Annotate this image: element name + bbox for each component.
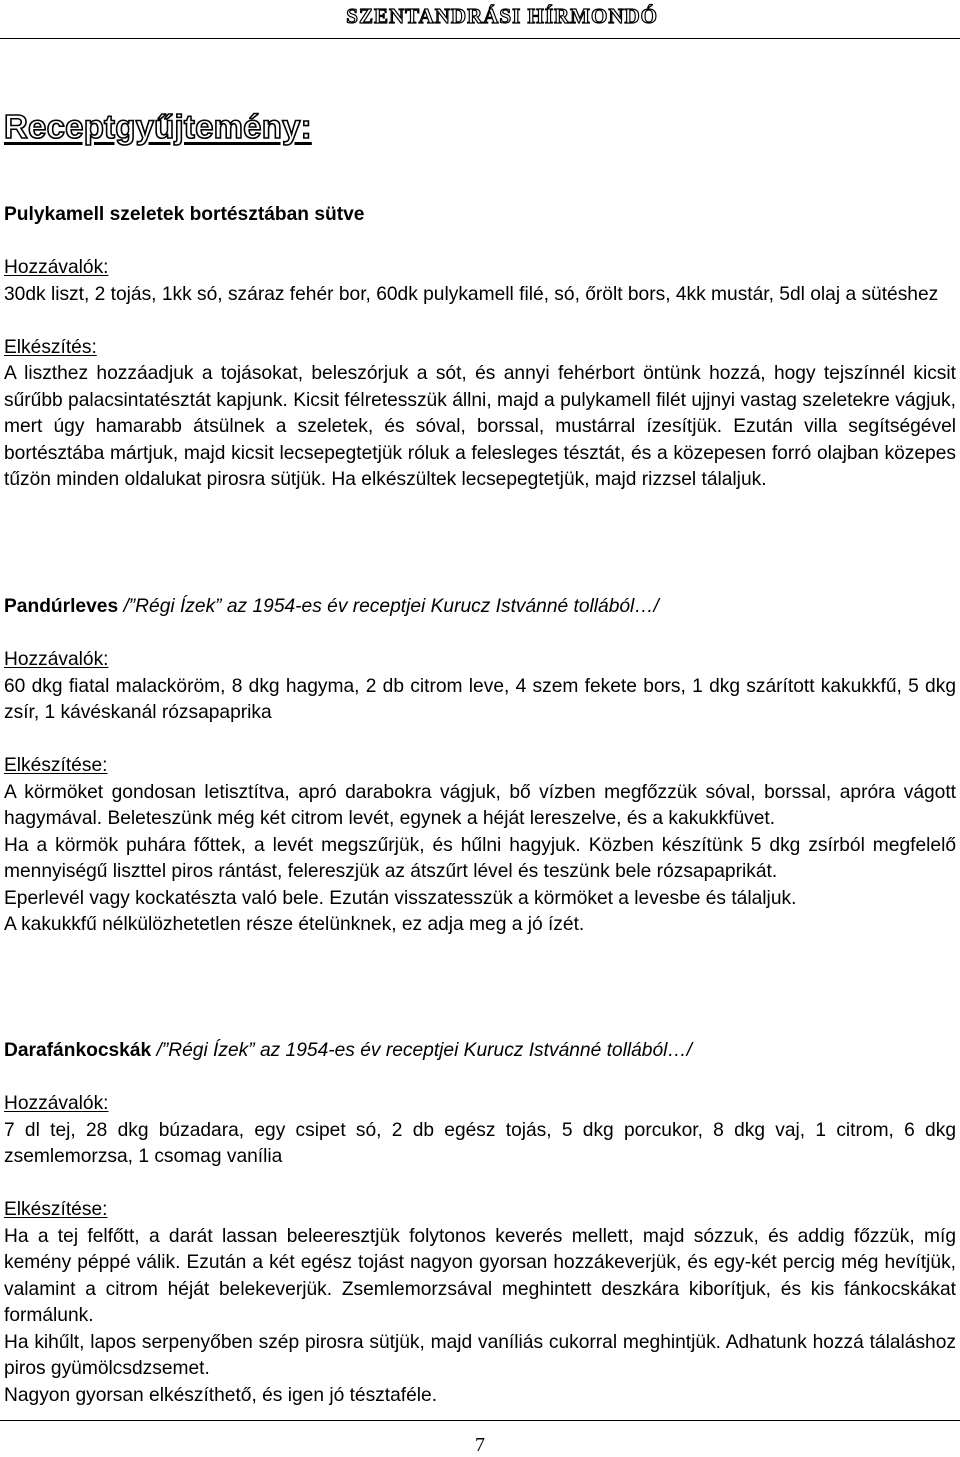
page-title: Receptgyűjtemény: [4, 108, 312, 145]
method-label: Elkészítés: [4, 336, 97, 358]
method-paragraph: Ha kihűlt, lapos serpenyőben szép pirosra sütjük, majd vaníliás cukorral meghintjük. Adhatunk hozzá tálaláshoz piros gyümölcsdzsemet. [4, 1331, 956, 1379]
recipe-darafankocskak [4, 1038, 956, 1409]
recipe-source: /”Régi Ízek” az 1954-es év receptjei Kurucz Istvánné tollából…/ [151, 1040, 692, 1061]
page-number: 7 [475, 1434, 485, 1456]
method-paragraph: Ha a körmök puhára főttek, a levét megszűrjük, és hűlni hagyjuk. Közben készítünk 5 dkg zsírból megfelelő mennyiségű liszttel piros rántást, felereszjük az átszűrt lével és teszünk bele rózsapaprikát. [4, 834, 956, 882]
footer-divider [0, 1420, 960, 1421]
page-header [0, 2, 960, 36]
recipe-pandurleves [4, 594, 956, 939]
ingredients-label: Hozzávalók: [4, 649, 109, 670]
method-paragraph: A körmöket gondosan letisztítva, apró darabokra vágjuk, bő vízben megfőzzük sóval, borssal, apróra vágott hagymával. Beleteszünk még két citrom levét, egynek a héját lereszelve, és a kakukkfüvet. [4, 781, 956, 829]
method-text: A liszthez hozzáadjuk a tojásokat, beleszórjuk a sót, és annyi fehérbort öntünk hozzá, hogy tejszínnél kicsit sűrűbb palacsintatésztát kapjunk. Kicsit félretesszük állni, majd a pulykamell filét ujjnyi vastag szeletekre vágjuk, mert úgy hamarabb átsülnek a szeletek, és sóval, borssal, mustárral ízesítjük. Ezután villa segítségével bortésztába mártjuk, majd kicsit lecsepegtetjük róluk a felesleges tésztát, és a közepesen forró olajban közepes tűzön minden oldalukat pirosra sütjük. Ha elkészültek lecsepegtetjük, majd rizzsel tálaljuk. [4, 363, 956, 490]
ingredients-text: 7 dl tej, 28 dkg búzadara, egy csipet só, 2 db egész tojás, 5 dkg porcukor, 8 dkg vaj, 1 citrom, 6 dkg zsemlemorzsa, 1 csomag vanília [4, 1119, 956, 1167]
recipe-pulykamell [4, 202, 956, 494]
recipe-title: Pulykamell szeletek bortésztában sütve [4, 204, 365, 225]
recipe-title: Darafánkocskák [4, 1040, 152, 1061]
method-paragraph: A kakukkfű nélkülözhetetlen része ételünknek, ez adja meg a jó ízét. [4, 914, 585, 935]
ingredients-label: Hozzávalók: [4, 1093, 109, 1114]
ingredients-text: 30dk liszt, 2 tojás, 1kk só, száraz fehér bor, 60dk pulykamell filé, só, őrölt bors, 4kk mustár, 5dl olaj a sütéshez [4, 283, 939, 305]
method-paragraph: Eperlevél vagy kockatészta való bele. Ezután visszatesszük a körmöket a levesbe és tálaljuk. [4, 887, 797, 909]
method-label: Elkészítése: [4, 1199, 108, 1220]
ingredients-text: 60 dkg fiatal malacköröm, 8 dkg hagyma, 2 db citrom leve, 4 szem fekete bors, 1 dkg szárított kakukkfű, 5 dkg zsír, 1 kávéskanál rózsapaprika [4, 675, 956, 723]
header-divider [0, 38, 960, 39]
method-paragraph: Nagyon gyorsan elkészíthető, és igen jó tésztaféle. [4, 1384, 438, 1406]
method-label: Elkészítése: [4, 755, 108, 776]
recipe-title: Pandúrleves [4, 596, 119, 617]
method-paragraph: Ha a tej felfőtt, a darát lassan beleeresztjük folytonos keverés mellett, majd sózzuk, és addig főzzük, míg kemény péppé válik. Ezután a két egész tojást nagyon gyorsan hozzákeverjük, és egy-két percig még hevítjük, valamint a citrom héját belekeverjük. Zsemlemorzsával meghintett deszkára kiborítjuk, és kis fánkocskákat formálunk. [4, 1225, 956, 1326]
ingredients-label: Hozzávalók: [4, 257, 109, 278]
publication-title: SZENTANDRÁSI HÍRMONDÓ [346, 4, 658, 28]
recipe-source: /”Régi Ízek” az 1954-es év receptjei Kurucz Istvánné tollából…/ [118, 596, 659, 617]
